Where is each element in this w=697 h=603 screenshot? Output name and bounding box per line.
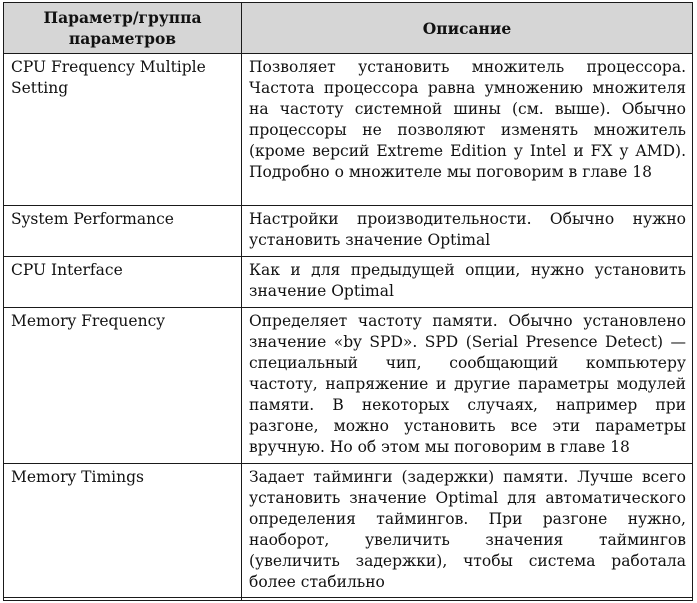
table-row-continuation (4, 598, 693, 601)
param-name: CPU Interface (4, 257, 242, 308)
param-description: Настройки производительности. Обычно нужно установить значение Optimal (242, 206, 693, 257)
param-description: Позволяет установить множитель процессора. Частота процессора равна умножению множителя на частоту системной шины (см. выше). Обычно процессоры не позволяют изменять множитель (кроме версий Extreme Edition у Intel и FX у AMD). Подробно о множителе мы поговорим в главе 18 (242, 54, 693, 206)
table-row (4, 308, 693, 464)
param-description: Как и для предыдущей опции, нужно установить значение Optimal (242, 257, 693, 308)
parameters-table (3, 2, 693, 601)
table-row (4, 54, 693, 206)
continuation-cell (242, 598, 693, 601)
header-param: Параметр/группа параметров (4, 3, 242, 54)
param-description: Определяет частоту памяти. Обычно установлено значение «by SPD». SPD (Serial Presence Detect) — специальный чип, сообщающий компьютеру частоту, напряжение и другие параметры модулей памяти. В некоторых случаях, например при разгоне, можно установить все эти параметры вручную. Но об этом мы поговорим в главе 18 (242, 308, 693, 464)
header-row (4, 3, 693, 54)
continuation-cell (4, 598, 242, 601)
param-name: CPU Frequency Multiple Setting (4, 54, 242, 206)
param-description: Задает тайминги (задержки) памяти. Лучше всего установить значение Optimal для автоматического определения таймингов. При разгоне нужно, наоборот, увеличить значения таймингов (увеличить задержки), чтобы система работала более стабильно (242, 464, 693, 598)
param-name: Memory Timings (4, 464, 242, 598)
param-name: Memory Frequency (4, 308, 242, 464)
header-description: Описание (242, 3, 693, 54)
table-header (4, 3, 693, 54)
table-row (4, 206, 693, 257)
param-name: System Performance (4, 206, 242, 257)
table-row (4, 257, 693, 308)
table-row (4, 464, 693, 598)
table-body (4, 54, 693, 601)
